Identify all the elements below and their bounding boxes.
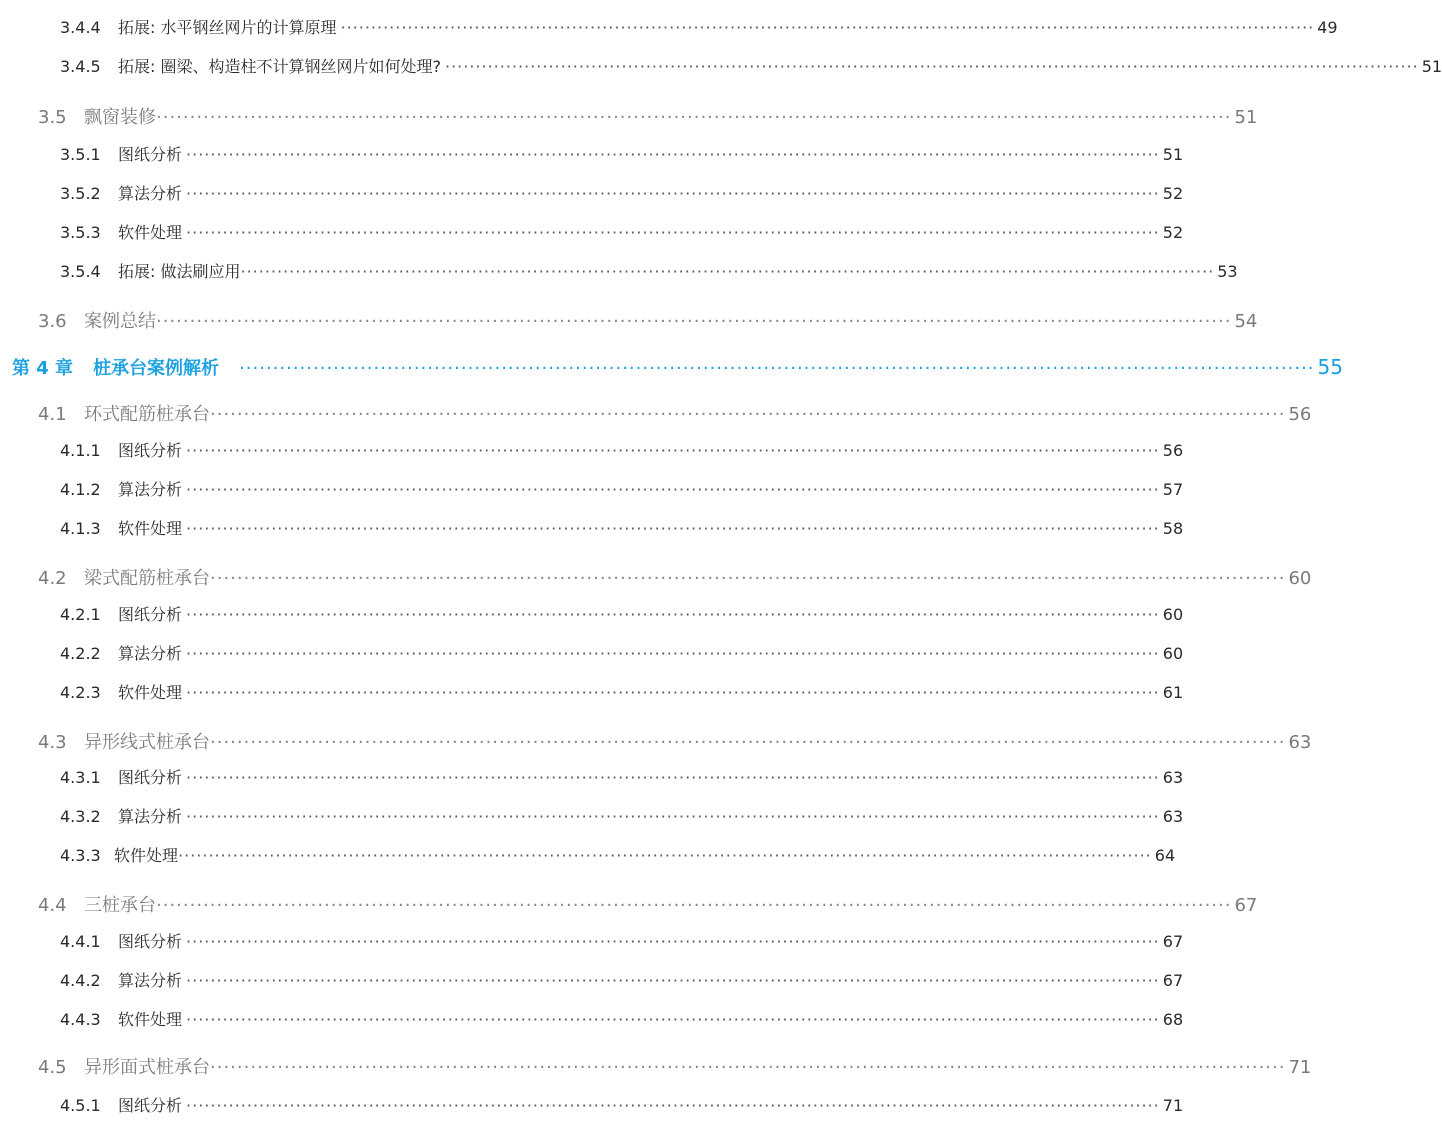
entry-title: 算法分析 bbox=[118, 480, 183, 499]
section-number: 4.5 bbox=[38, 1057, 67, 1078]
section-number: 4.4 bbox=[38, 895, 67, 916]
toc-section-3-6[interactable] bbox=[0, 307, 1258, 337]
toc-section-4-3[interactable] bbox=[0, 728, 1312, 758]
entry-number: 4.1.1 bbox=[60, 441, 101, 460]
entry-number: 4.1.2 bbox=[60, 480, 101, 499]
leader-dots: ································································································································································ bbox=[210, 568, 1286, 589]
entry-number: 4.4.3 bbox=[60, 1010, 101, 1029]
leader-dots: ································································································································································ bbox=[156, 107, 1232, 128]
leader-dots: ································································································································································ bbox=[444, 57, 1419, 76]
entry-page: 58 bbox=[1162, 519, 1184, 538]
leader-dots: ································································································································································ bbox=[156, 311, 1232, 332]
toc-chapter-4[interactable] bbox=[0, 354, 1343, 386]
section-page: 67 bbox=[1234, 895, 1258, 916]
leader-dots: ································································································································································ bbox=[186, 932, 1160, 951]
entry-title: 软件处理 bbox=[118, 519, 183, 538]
leader-dots: ································································································································································ bbox=[186, 145, 1160, 164]
section-title: 三桩承台 bbox=[84, 895, 156, 916]
section-title: 异形面式桩承台 bbox=[84, 1057, 210, 1078]
section-title: 案例总结 bbox=[84, 311, 156, 332]
entry-title: 软件处理 bbox=[118, 1010, 183, 1029]
toc-entry-3-4-5[interactable] bbox=[0, 54, 1442, 82]
section-page: 54 bbox=[1234, 311, 1258, 332]
toc-entry-4-2-1[interactable] bbox=[0, 602, 1184, 630]
entry-number: 4.1.3 bbox=[60, 519, 101, 538]
section-title: 梁式配筋桩承台 bbox=[84, 568, 210, 589]
section-page: 63 bbox=[1288, 732, 1312, 753]
entry-number: 3.5.4 bbox=[60, 262, 101, 281]
leader-dots: ································································································································································ bbox=[210, 732, 1286, 753]
leader-dots: ································································································································································ bbox=[186, 441, 1160, 460]
entry-title: 图纸分析 bbox=[118, 605, 183, 624]
toc-entry-3-5-2[interactable] bbox=[0, 181, 1184, 209]
toc-entry-4-3-1[interactable] bbox=[0, 765, 1184, 793]
entry-number: 3.5.3 bbox=[60, 223, 101, 242]
entry-number: 3.4.5 bbox=[60, 57, 101, 76]
leader-dots: ································································································································································ bbox=[186, 1096, 1160, 1115]
entry-title: 软件处理 bbox=[114, 846, 179, 865]
toc-entry-4-4-3[interactable] bbox=[0, 1007, 1184, 1035]
toc-entry-4-2-2[interactable] bbox=[0, 641, 1184, 669]
entry-title: 拓展: 圈梁、构造柱不计算钢丝网片如何处理? bbox=[118, 57, 441, 76]
entry-number: 4.4.2 bbox=[60, 971, 101, 990]
entry-page: 67 bbox=[1162, 932, 1184, 951]
leader-dots: ································································································································································ bbox=[186, 519, 1160, 538]
leader-dots: ································································································································································ bbox=[186, 223, 1160, 242]
entry-page: 68 bbox=[1162, 1010, 1184, 1029]
toc-entry-4-1-3[interactable] bbox=[0, 516, 1184, 544]
leader-dots: ································································································································································ bbox=[186, 480, 1160, 499]
section-number: 4.2 bbox=[38, 568, 67, 589]
section-number: 4.3 bbox=[38, 732, 67, 753]
toc-entry-3-5-4[interactable] bbox=[0, 259, 1238, 287]
entry-page: 52 bbox=[1162, 223, 1184, 242]
section-number: 3.5 bbox=[38, 107, 67, 128]
entry-page: 56 bbox=[1162, 441, 1184, 460]
toc-section-4-5[interactable] bbox=[0, 1053, 1312, 1083]
entry-page: 63 bbox=[1162, 807, 1184, 826]
entry-page: 60 bbox=[1162, 605, 1184, 624]
entry-page: 60 bbox=[1162, 644, 1184, 663]
leader-dots: ································································································································································ bbox=[186, 184, 1160, 203]
section-title: 异形线式桩承台 bbox=[84, 732, 210, 753]
entry-number: 4.2.1 bbox=[60, 605, 101, 624]
section-title: 环式配筋桩承台 bbox=[84, 404, 210, 425]
leader-dots: ································································································································································ bbox=[186, 1010, 1160, 1029]
leader-dots: ································································································································································ bbox=[239, 358, 1315, 379]
entry-number: 4.2.2 bbox=[60, 644, 101, 663]
toc-entry-4-5-1[interactable] bbox=[0, 1093, 1184, 1121]
entry-number: 3.5.1 bbox=[60, 145, 101, 164]
toc-entry-4-1-2[interactable] bbox=[0, 477, 1184, 505]
section-title: 飘窗装修 bbox=[84, 107, 156, 128]
entry-page: 71 bbox=[1162, 1096, 1184, 1115]
toc-entry-4-3-3[interactable] bbox=[0, 843, 1176, 871]
entry-title: 拓展: 水平钢丝网片的计算原理 bbox=[118, 18, 337, 37]
entry-title: 算法分析 bbox=[118, 807, 183, 826]
chapter-page: 55 bbox=[1317, 355, 1343, 379]
chapter-title: 桩承台案例解析 bbox=[93, 358, 220, 379]
leader-dots: ································································································································································ bbox=[186, 605, 1160, 624]
leader-dots: ································································································································································ bbox=[186, 768, 1160, 787]
entry-page: 52 bbox=[1162, 184, 1184, 203]
leader-dots: ································································································································································ bbox=[186, 644, 1160, 663]
leader-dots: ································································································································································ bbox=[178, 846, 1152, 865]
entry-page: 57 bbox=[1162, 480, 1184, 499]
section-number: 3.6 bbox=[38, 311, 67, 332]
toc-entry-3-4-4[interactable] bbox=[0, 15, 1338, 43]
entry-number: 4.2.3 bbox=[60, 683, 101, 702]
entry-page: 64 bbox=[1154, 846, 1176, 865]
toc-section-4-4[interactable] bbox=[0, 891, 1258, 921]
entry-page: 63 bbox=[1162, 768, 1184, 787]
entry-number: 4.5.1 bbox=[60, 1096, 101, 1115]
leader-dots: ································································································································································ bbox=[186, 683, 1160, 702]
entry-page: 49 bbox=[1317, 18, 1338, 37]
chapter-number: 第 4 章 bbox=[12, 358, 74, 379]
entry-title: 图纸分析 bbox=[118, 932, 183, 951]
toc-entry-4-2-3[interactable] bbox=[0, 680, 1184, 708]
leader-dots: ································································································································································ bbox=[210, 404, 1286, 425]
entry-number: 3.5.2 bbox=[60, 184, 101, 203]
leader-dots: ································································································································································ bbox=[210, 1057, 1286, 1078]
entry-page: 67 bbox=[1162, 971, 1184, 990]
section-page: 51 bbox=[1234, 107, 1258, 128]
toc-section-4-2[interactable] bbox=[0, 564, 1312, 594]
leader-dots: ································································································································································ bbox=[156, 895, 1232, 916]
entry-number: 4.4.1 bbox=[60, 932, 101, 951]
leader-dots: ································································································································································ bbox=[186, 971, 1160, 990]
toc-entry-3-5-1[interactable] bbox=[0, 142, 1184, 170]
toc-entry-4-1-1[interactable] bbox=[0, 438, 1184, 466]
toc-section-3-5[interactable] bbox=[0, 103, 1258, 133]
section-page: 71 bbox=[1288, 1057, 1312, 1078]
entry-number: 4.3.2 bbox=[60, 807, 101, 826]
leader-dots: ································································································································································ bbox=[186, 807, 1160, 826]
entry-page: 51 bbox=[1162, 145, 1184, 164]
entry-page: 51 bbox=[1421, 57, 1442, 76]
entry-title: 图纸分析 bbox=[118, 441, 183, 460]
entry-title: 软件处理 bbox=[118, 223, 183, 242]
leader-dots: ································································································································································ bbox=[340, 18, 1315, 37]
section-number: 4.1 bbox=[38, 404, 67, 425]
entry-number: 4.3.3 bbox=[60, 846, 101, 865]
toc-entry-3-5-3[interactable] bbox=[0, 220, 1184, 248]
toc-entry-4-3-2[interactable] bbox=[0, 804, 1184, 832]
toc-entry-4-4-1[interactable] bbox=[0, 929, 1184, 957]
entry-title: 算法分析 bbox=[118, 184, 183, 203]
entry-title: 图纸分析 bbox=[118, 145, 183, 164]
entry-page: 61 bbox=[1162, 683, 1184, 702]
entry-title: 图纸分析 bbox=[118, 1096, 183, 1115]
entry-title: 软件处理 bbox=[118, 683, 183, 702]
toc-entry-4-4-2[interactable] bbox=[0, 968, 1184, 996]
section-page: 56 bbox=[1288, 404, 1312, 425]
toc-section-4-1[interactable] bbox=[0, 400, 1312, 430]
entry-title: 算法分析 bbox=[118, 971, 183, 990]
entry-title: 算法分析 bbox=[118, 644, 183, 663]
entry-title: 图纸分析 bbox=[118, 768, 183, 787]
section-page: 60 bbox=[1288, 568, 1312, 589]
entry-number: 3.4.4 bbox=[60, 18, 101, 37]
leader-dots: ································································································································································ bbox=[240, 262, 1215, 281]
entry-page: 53 bbox=[1217, 262, 1238, 281]
entry-number: 4.3.1 bbox=[60, 768, 101, 787]
entry-title: 拓展: 做法刷应用 bbox=[118, 262, 241, 281]
